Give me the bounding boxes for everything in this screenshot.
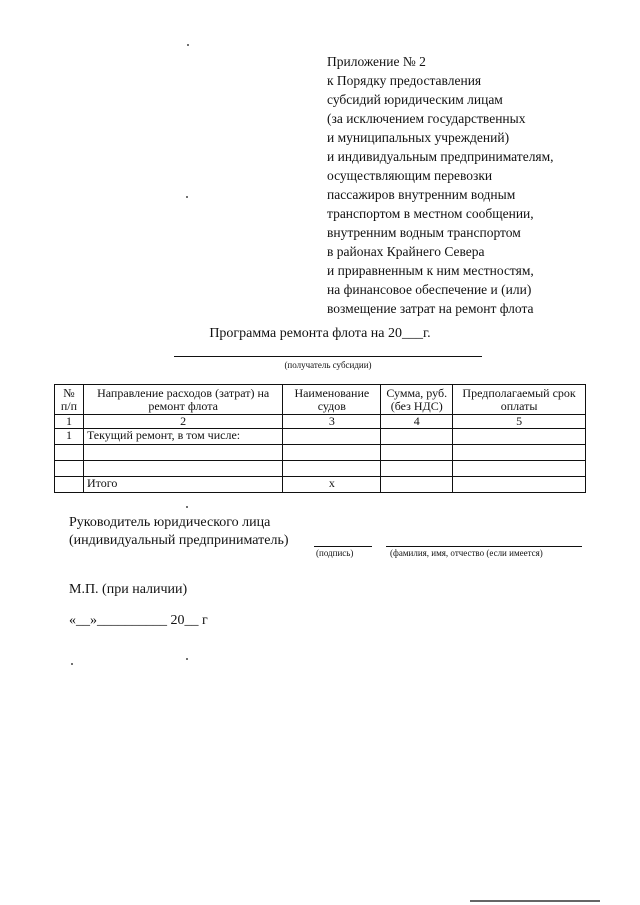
appendix-line: пассажиров внутренним водным — [327, 187, 516, 202]
scan-speck — [186, 506, 188, 508]
signature-caption: (подпись) — [316, 548, 354, 558]
scan-speck — [186, 658, 188, 660]
total-label: Итого — [83, 477, 282, 493]
header-vessels: Наименование судов — [283, 385, 381, 415]
table-header-row — [55, 385, 586, 415]
scan-edge-mark — [470, 900, 600, 902]
table-cell — [283, 461, 381, 477]
scan-speck — [186, 196, 188, 198]
column-number-row — [55, 415, 586, 429]
appendix-line: и приравненным к ним местностям, — [327, 263, 534, 278]
repair-program-table — [54, 384, 586, 493]
total-vessels-cell: х — [283, 477, 381, 493]
table-row-total — [55, 477, 586, 493]
header-direction: Направление расходов (затрат) на ремонт флота — [83, 385, 282, 415]
appendix-line: в районах Крайнего Севера — [327, 244, 485, 259]
appendix-line: к Порядку предоставления — [327, 73, 482, 88]
table-cell: Текущий ремонт, в том числе: — [83, 429, 282, 445]
table-cell — [283, 429, 381, 445]
signature-title-line2: (индивидуальный предприниматель) — [69, 533, 289, 548]
column-number: 2 — [83, 415, 282, 429]
table-cell — [381, 445, 453, 461]
appendix-header — [327, 52, 627, 318]
recipient-underline — [174, 356, 482, 357]
table-cell — [55, 445, 84, 461]
appendix-line: транспортом в местном сообщении, — [327, 206, 534, 221]
appendix-line: (за исключением государственных — [327, 111, 526, 126]
column-number: 3 — [283, 415, 381, 429]
header-amount: Сумма, руб. (без НДС) — [381, 385, 453, 415]
header-payment-term: Предполагаемый срок оплаты — [453, 385, 586, 415]
table-cell — [83, 445, 282, 461]
table-cell — [381, 477, 453, 493]
column-number: 4 — [381, 415, 453, 429]
signature-title-line1: Руководитель юридического лица — [69, 515, 271, 530]
table-cell — [453, 461, 586, 477]
table-cell — [381, 461, 453, 477]
table-cell: 1 — [55, 429, 84, 445]
table-row — [55, 429, 586, 445]
signature-underline — [314, 546, 372, 547]
name-underline — [386, 546, 582, 547]
header-number: № п/п — [55, 385, 84, 415]
program-title: Программа ремонта флота на 20___г. — [209, 326, 431, 341]
appendix-line: и индивидуальным предпринимателям, — [327, 149, 554, 164]
name-caption: (фамилия, имя, отчество (если имеется) — [390, 548, 543, 558]
appendix-line: осуществляющим перевозки — [327, 168, 493, 183]
table-cell — [381, 429, 453, 445]
recipient-caption: (получатель субсидии) — [284, 360, 372, 370]
table-cell — [453, 445, 586, 461]
appendix-line: возмещение затрат на ремонт флота — [327, 301, 534, 316]
table-cell — [283, 445, 381, 461]
appendix-line: внутренним водным транспортом — [327, 225, 521, 240]
column-number: 5 — [453, 415, 586, 429]
table-cell — [453, 477, 586, 493]
appendix-line: субсидий юридическим лицам — [327, 92, 503, 107]
table-cell — [55, 477, 84, 493]
stamp-label: М.П. (при наличии) — [69, 582, 188, 597]
scan-speck — [71, 663, 73, 665]
appendix-line: Приложение № 2 — [327, 54, 426, 69]
column-number: 1 — [55, 415, 84, 429]
appendix-line: и муниципальных учреждений) — [327, 130, 510, 145]
table-cell — [83, 461, 282, 477]
table-cell — [453, 429, 586, 445]
scan-speck — [187, 44, 189, 46]
table-row — [55, 461, 586, 477]
table-cell — [55, 461, 84, 477]
date-line: «__»__________ 20__ г — [69, 613, 208, 628]
table-row — [55, 445, 586, 461]
appendix-line: на финансовое обеспечение и (или) — [327, 282, 532, 297]
